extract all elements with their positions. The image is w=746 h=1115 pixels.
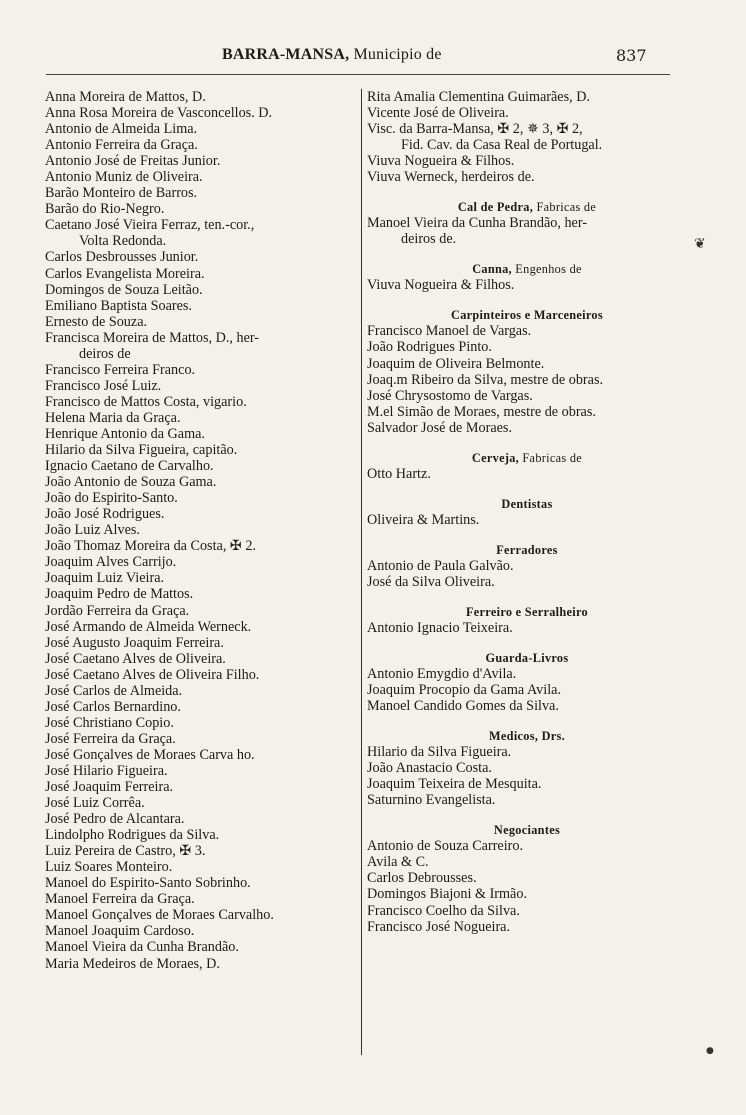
directory-entry: João Luiz Alves. <box>45 522 140 539</box>
directory-entry: Francisca Moreira de Mattos, D., her- <box>45 329 260 346</box>
directory-entry: Luiz Pereira de Castro, ✠ 3. <box>45 843 206 860</box>
section-title: Cerveja, <box>471 450 520 465</box>
directory-entry: Emiliano Baptista Soares. <box>45 297 192 314</box>
column-divider <box>361 89 362 1055</box>
directory-entry: José Hilario Figueira. <box>45 762 168 779</box>
directory-entry: José Luiz Corrêa. <box>45 795 145 812</box>
section-subtitle: Engenhos de <box>511 262 582 277</box>
directory-entry: João José Rodrigues. <box>45 506 165 523</box>
directory-entry: Antonio de Almeida Lima. <box>45 121 198 138</box>
directory-entry: Joaquim Procopio da Gama Avila. <box>367 682 561 699</box>
directory-entry: Maria Medeiros de Moraes, D. <box>45 955 220 972</box>
directory-entry: Antonio Ignacio Teixeira. <box>367 619 513 636</box>
directory-entry: Henrique Antonio da Gama. <box>45 425 205 442</box>
directory-entry: José Augusto Joaquim Ferreira. <box>45 634 224 651</box>
directory-entry: Otto Hartz. <box>367 465 431 482</box>
directory-entry: Oliveira & Martins. <box>367 511 480 528</box>
municipality-name: BARRA-MANSA, <box>222 46 350 63</box>
directory-entry: Carlos Evangelista Moreira. <box>45 265 205 282</box>
section-title: Dentistas <box>501 496 553 511</box>
entry-continuation: deiros de <box>79 345 131 362</box>
directory-entry: Avila & C. <box>367 854 429 871</box>
directory-entry: Manoel do Espirito-Santo Sobrinho. <box>45 875 251 892</box>
directory-entry: M.el Simão de Moraes, mestre de obras. <box>367 403 596 420</box>
directory-entry: José Ferreira da Graça. <box>45 730 176 747</box>
page-header <box>0 46 746 70</box>
directory-entry: Francisco de Mattos Costa, vigario. <box>45 393 247 410</box>
directory-entry: Hilario da Silva Figueira. <box>367 744 512 761</box>
directory-entry: Barão do Rio-Negro. <box>45 201 165 218</box>
directory-entry: Antonio Ferreira da Graça. <box>45 137 198 154</box>
directory-entry: João Rodrigues Pinto. <box>367 339 492 356</box>
section-heading <box>367 728 687 744</box>
directory-entry: Domingos Biajoni & Irmão. <box>367 886 527 903</box>
directory-entry: João do Espirito-Santo. <box>45 490 178 507</box>
section-title: Guarda-Livros <box>485 650 569 665</box>
section-heading <box>367 496 687 512</box>
directory-entry: José Caetano Alves de Oliveira Filho. <box>45 666 260 683</box>
directory-entry: Joaquim Alves Carrijo. <box>45 554 177 571</box>
section-title: Ferreiro e Serralheiro <box>465 604 588 619</box>
directory-entry: Francisco Manoel de Vargas. <box>367 323 532 340</box>
directory-entry: João Anastacio Costa. <box>367 760 492 777</box>
section-title: Negociantes <box>493 823 561 838</box>
directory-entry: Francisco Coelho da Silva. <box>367 902 520 919</box>
entry-continuation: Fid. Cav. da Casa Real de Portugal. <box>401 137 603 154</box>
directory-entry: Lindolpho Rodrigues da Silva. <box>45 827 220 844</box>
section-heading <box>367 822 687 838</box>
directory-entry: Anna Moreira de Mattos, D. <box>45 89 206 105</box>
directory-entry: Hilario da Silva Figueira, capitão. <box>45 442 238 459</box>
directory-entry: Caetano José Vieira Ferraz, ten.-cor., <box>45 217 255 234</box>
section-heading <box>367 542 687 558</box>
directory-entry: José Carlos de Almeida. <box>45 682 183 699</box>
directory-entry: João Thomaz Moreira da Costa, ✠ 2. <box>45 538 256 555</box>
directory-entry: Manoel Vieira da Cunha Brandão. <box>45 939 239 956</box>
directory-entry: Manoel Joaquim Cardoso. <box>45 923 195 940</box>
directory-entry: Viuva Werneck, herdeiros de. <box>367 169 535 186</box>
directory-entry: José Armando de Almeida Werneck. <box>45 618 252 635</box>
ink-dot-icon: ● <box>706 1046 714 1056</box>
section-heading <box>367 307 687 323</box>
section-heading <box>367 604 687 620</box>
directory-entry: Manoel Ferreira da Graça. <box>45 891 195 908</box>
section-title: Carpinteiros e Marceneiros <box>451 308 603 323</box>
directory-entry: Jordão Ferreira da Graça. <box>45 602 190 619</box>
directory-entry: Carlos Debrousses. <box>367 870 477 887</box>
directory-entry: Joaquim de Oliveira Belmonte. <box>367 355 545 372</box>
margin-mark-icon: ❦ <box>694 236 706 252</box>
section-subtitle: Fabricas de <box>533 200 597 215</box>
directory-entry: Francisco José Luiz. <box>45 377 162 394</box>
directory-entry: Luiz Soares Monteiro. <box>45 859 173 876</box>
directory-entry: Carlos Desbrousses Junior. <box>45 249 199 266</box>
directory-entry: Francisco José Nogueira. <box>367 918 511 935</box>
header-rule <box>46 74 670 75</box>
section-heading <box>367 199 687 215</box>
section-subtitle: Fabricas de <box>519 450 583 465</box>
directory-entry: José Caetano Alves de Oliveira. <box>45 650 226 667</box>
section-title: Ferradores <box>496 542 558 557</box>
directory-entry: Joaquim Luiz Vieira. <box>45 570 165 587</box>
directory-entry: Francisco Ferreira Franco. <box>45 361 196 378</box>
directory-entry: Manoel Vieira da Cunha Brandão, her- <box>367 215 588 232</box>
directory-entry: Antonio Emygdio d'Avila. <box>367 665 517 682</box>
entry-continuation: Volta Redonda. <box>79 233 167 250</box>
left-column <box>45 89 359 972</box>
directory-entry: José Gonçalves de Moraes Carva ho. <box>45 746 255 763</box>
entry-continuation: deiros de. <box>401 231 457 248</box>
section-heading <box>367 261 687 277</box>
directory-entry: Ernesto de Souza. <box>45 313 148 330</box>
directory-entry: Viuva Nogueira & Filhos. <box>367 277 515 294</box>
directory-entry: Antonio José de Freitas Junior. <box>45 153 221 170</box>
directory-entry: Vicente José de Oliveira. <box>367 105 509 122</box>
right-column <box>367 89 687 935</box>
section-heading <box>367 450 687 466</box>
section-title: Cal de Pedra, <box>457 200 534 215</box>
directory-entry: Antonio Muniz de Oliveira. <box>45 169 203 186</box>
directory-entry: Salvador José de Moraes. <box>367 419 512 436</box>
running-title <box>222 46 442 64</box>
directory-entry: Viuva Nogueira & Filhos. <box>367 153 515 170</box>
directory-entry: José Carlos Bernardino. <box>45 698 181 715</box>
directory-entry: Manoel Gonçalves de Moraes Carvalho. <box>45 907 274 924</box>
section-title: Canna, <box>472 262 512 277</box>
directory-entry: José Christiano Copio. <box>45 714 174 731</box>
directory-entry: Saturnino Evangelista. <box>367 792 496 809</box>
directory-entry: Ignacio Caetano de Carvalho. <box>45 458 214 475</box>
directory-entry: Domingos de Souza Leitão. <box>45 281 203 298</box>
directory-entry: Joaq.m Ribeiro da Silva, mestre de obras. <box>367 371 604 388</box>
section-heading <box>367 650 687 666</box>
directory-entry: José da Silva Oliveira. <box>367 573 495 590</box>
directory-entry: José Joaquim Ferreira. <box>45 779 174 796</box>
directory-entry: Barão Monteiro de Barros. <box>45 185 198 202</box>
page-number: 837 <box>616 46 647 65</box>
section-title: Medicos, Drs. <box>489 729 565 744</box>
directory-entry: Rita Amalia Clementina Guimarães, D. <box>367 89 591 105</box>
directory-entry: Antonio de Paula Galvão. <box>367 557 514 574</box>
directory-entry: José Pedro de Alcantara. <box>45 811 185 828</box>
directory-entry: Joaquim Teixeira de Mesquita. <box>367 776 542 793</box>
directory-entry: Antonio de Souza Carreiro. <box>367 838 524 855</box>
directory-entry: João Antonio de Souza Gama. <box>45 474 217 491</box>
directory-entry: Joaquim Pedro de Mattos. <box>45 586 194 603</box>
directory-entry: Manoel Candido Gomes da Silva. <box>367 698 559 715</box>
directory-entry: Visc. da Barra-Mansa, ✠ 2, ✵ 3, ✠ 2, <box>367 121 583 138</box>
directory-entry: Anna Rosa Moreira de Vasconcellos. D. <box>45 105 273 122</box>
directory-entry: José Chrysostomo de Vargas. <box>367 387 533 404</box>
municipality-label: Municipio de <box>349 46 442 63</box>
directory-entry: Helena Maria da Graça. <box>45 409 181 426</box>
